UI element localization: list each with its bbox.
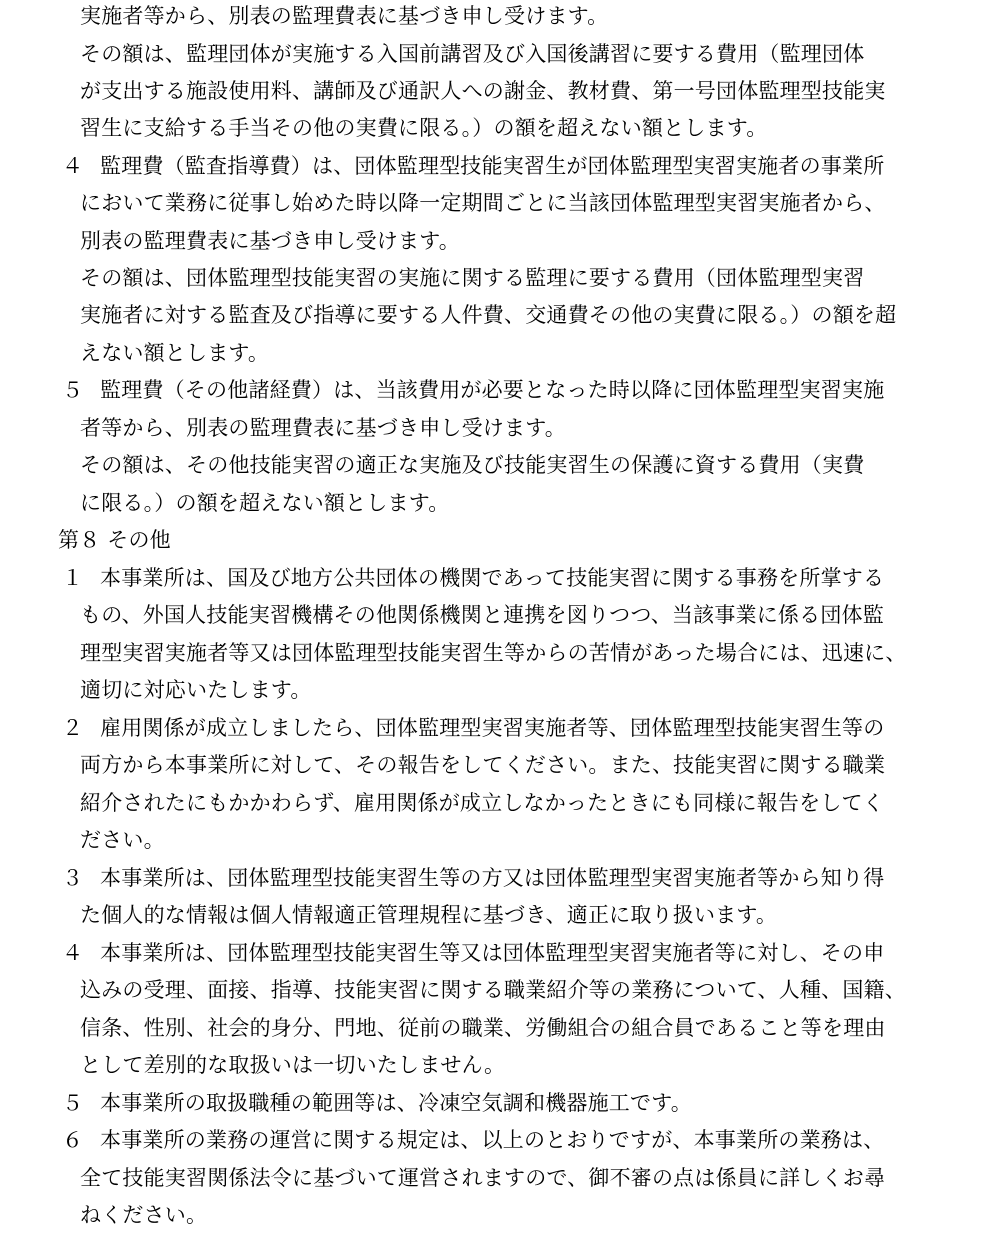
text-line: 込みの受理、面接、指導、技能実習に関する職業紹介等の業務について、人種、国籍、 — [80, 978, 906, 1002]
text-line: 両方から本事業所に対して、その報告をしてください。また、技能実習に関する職業 — [80, 753, 886, 777]
text-line: 信条、性別、社会的身分、門地、従前の職業、労働組合の組合員であること等を理由 — [80, 1016, 886, 1040]
item-number: ３ — [62, 866, 83, 890]
text-line: 実施者等から、別表の監理費表に基づき申し受けます。 — [80, 4, 609, 28]
text-line: として差別的な取扱いは一切いたしません。 — [80, 1053, 506, 1077]
text-line: 者等から、別表の監理費表に基づき申し受けます。 — [80, 416, 566, 440]
text-line: において業務に従事し始めた時以降一定期間ごとに当該団体監理型実習実施者から、 — [80, 191, 886, 215]
item-number: ４ — [62, 154, 83, 178]
text-line: た個人的な情報は個人情報適正管理規程に基づき、適正に取り扱います。 — [80, 903, 778, 927]
item-number: ５ — [62, 378, 83, 402]
section-heading: 第８ その他 — [58, 528, 171, 552]
text-line: 紹介されたにもかかわらず、雇用関係が成立しなかったときにも同様に報告をしてく — [80, 791, 884, 815]
item-number: ２ — [62, 716, 83, 740]
text-line: 本事業所は、団体監理型技能実習生等又は団体監理型実習実施者等に対し、その申 — [100, 941, 885, 965]
item-number: ５ — [62, 1091, 83, 1115]
text-line: 実施者に対する監査及び指導に要する人件費、交通費その他の実費に限る。）の額を超 — [80, 303, 897, 327]
item-number: ４ — [62, 941, 83, 965]
text-line: 本事業所の取扱職種の範囲等は、冷凍空気調和機器施工です。 — [100, 1091, 692, 1115]
text-line: えない額とします。 — [80, 341, 270, 365]
text-line: 雇用関係が成立しましたら、団体監理型実習実施者等、団体監理型技能実習生等の — [100, 716, 885, 740]
text-line: その額は、監理団体が実施する入国前講習及び入国後講習に要する費用（監理団体 — [80, 42, 865, 66]
text-line: 本事業所は、国及び地方公共団体の機関であって技能実習に関する事務を所掌する — [100, 566, 885, 590]
text-line: その額は、その他技能実習の適正な実施及び技能実習生の保護に資する費用（実費 — [80, 453, 865, 477]
text-line: 本事業所は、団体監理型技能実習生等の方又は団体監理型実習実施者等から知り得 — [100, 866, 885, 890]
text-line: 適切に対応いたします。 — [80, 678, 312, 702]
text-line: ださい。 — [80, 828, 165, 852]
text-line: その額は、団体監理型技能実習の実施に関する監理に要する費用（団体監理型実習 — [80, 266, 865, 290]
text-line: ねください。 — [80, 1203, 208, 1227]
item-number: ６ — [62, 1128, 83, 1152]
text-line: 監理費（監査指導費）は、団体監理型技能実習生が団体監理型実習実施者の事業所 — [100, 154, 885, 178]
text-line: 理型実習実施者等又は団体監理型技能実習生等からの苦情があった場合には、迅速に、 — [80, 641, 907, 665]
text-line: 別表の監理費表に基づき申し受けます。 — [80, 229, 460, 253]
text-line: に限る。）の額を超えない額とします。 — [80, 491, 450, 515]
text-line: 本事業所の業務の運営に関する規定は、以上のとおりですが、本事業所の業務は、 — [100, 1128, 885, 1152]
text-line: 監理費（その他諸経費）は、当該費用が必要となった時以降に団体監理型実習実施 — [100, 378, 885, 402]
item-number: １ — [62, 566, 83, 590]
text-line: もの、外国人技能実習機構その他関係機関と連携を図りつつ、当該事業に係る団体監 — [80, 603, 884, 627]
text-line: が支出する施設使用料、講師及び通訳人への謝金、教材費、第一号団体監理型技能実 — [80, 79, 886, 103]
text-line: 全て技能実習関係法令に基づいて運営されますので、御不審の点は係員に詳しくお尋 — [80, 1166, 886, 1190]
text-line: 習生に支給する手当その他の実費に限る。）の額を超えない額とします。 — [80, 116, 768, 140]
